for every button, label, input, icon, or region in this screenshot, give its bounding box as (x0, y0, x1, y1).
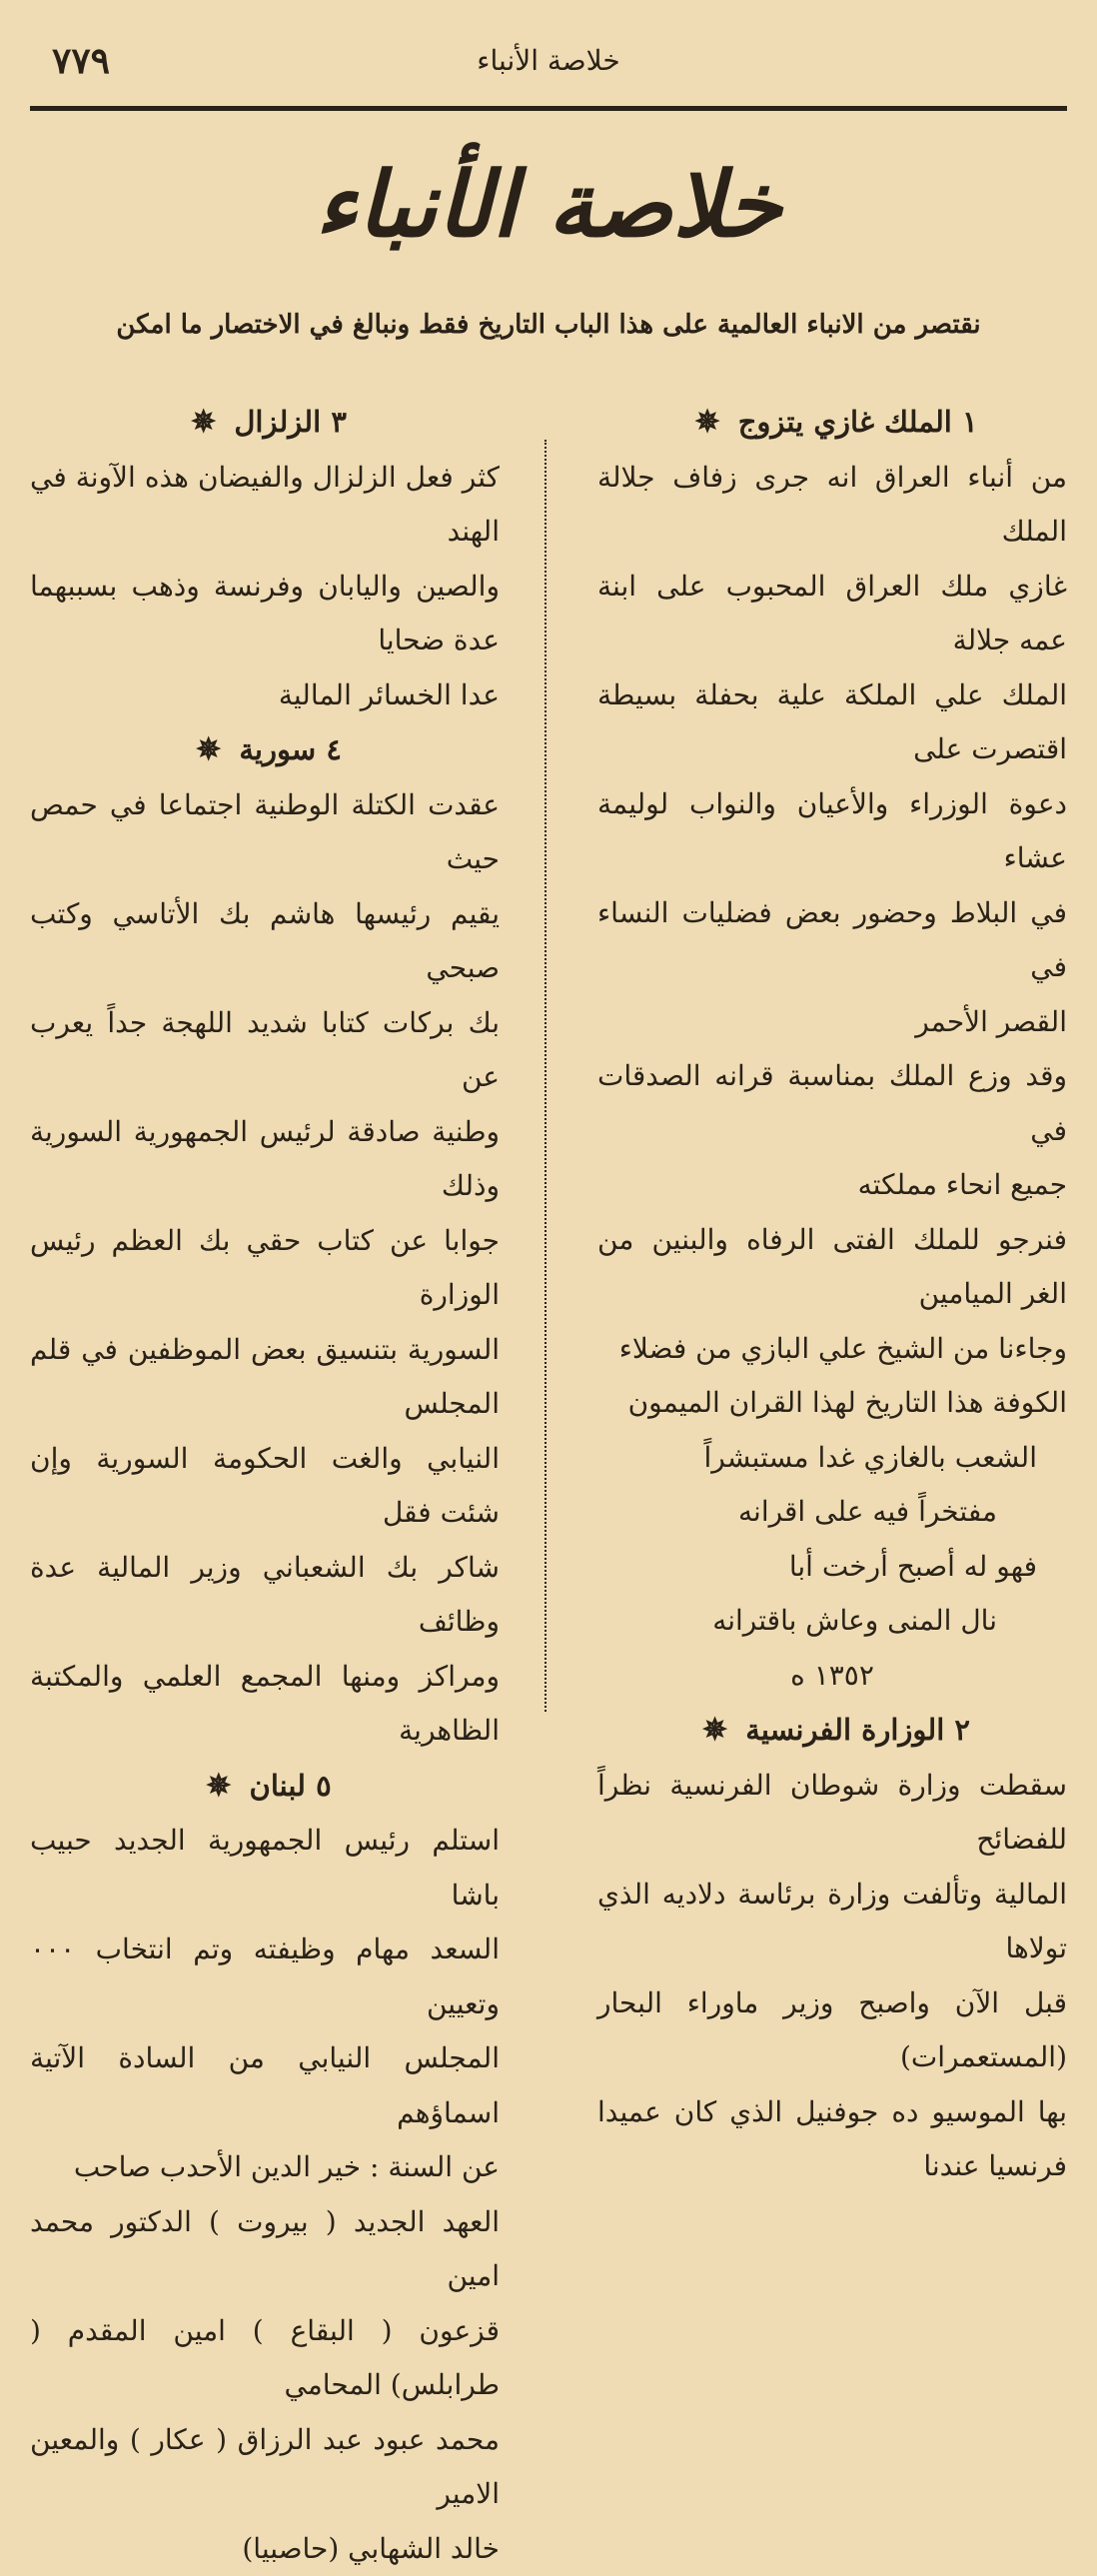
paragraph: في البلاط وحضور بعض فضليات النساء في (597, 886, 1067, 995)
paragraph: استلم رئيس الجمهورية الجديد حبيب باشا (30, 1814, 500, 1923)
paragraph: المجلس النيابي من السادة الآتية اسماؤهم (30, 2031, 500, 2140)
paragraph: فنرجو للملك الفتى الرفاه والبنين من الغر الميامين (597, 1213, 1067, 1322)
paragraph: قزعون ( البقاع ) امين المقدم ( طرابلس) المحامي (30, 2304, 500, 2413)
section-title: ٣ الزلزال (234, 405, 347, 439)
paragraph: ومراكز ومنها المجمع العلمي والمكتبة الظاهرية (30, 1650, 500, 1759)
verse-line: مفتخراً فيه على اقرانه (597, 1485, 1067, 1540)
paragraph: غازي ملك العراق المحبوب على ابنة عمه جلالة (597, 560, 1067, 668)
running-header (30, 38, 1067, 88)
paragraph: القصر الأحمر (597, 995, 1067, 1050)
paragraph: بها الموسيو ده جوفنيل الذي كان عميدا فرنسيا عندنا (597, 2085, 1067, 2194)
paragraph: شاكر بك الشعباني وزير المالية عدة وظائف (30, 1541, 500, 1650)
column-divider (545, 440, 547, 1712)
paragraph: بك بركات كتابا شديد اللهجة جداً يعرب عن (30, 996, 500, 1105)
star-icon: ✵ (198, 1769, 239, 1804)
paragraph: كثر فعل الزلزال والفيضان هذه الآونة في الهند (30, 451, 500, 560)
section-heading-earthquake (30, 395, 500, 451)
paragraph: وطنية صادقة لرئيس الجمهورية السورية وذلك (30, 1105, 500, 1214)
section-heading-france (597, 1703, 1067, 1759)
verse-line: نال المنى وعاش باقترانه (597, 1594, 1067, 1649)
paragraph: جوابا عن كتاب حقي بك العظم رئيس الوزارة (30, 1214, 500, 1323)
paragraph: قبل الآن واصبح وزير ماوراء البحار (المستعمرات) (597, 1976, 1067, 2085)
paragraph: وقد وزع الملك بمناسبة قرانه الصدقات في (597, 1049, 1067, 1158)
page-number: ٧٧٩ (52, 40, 110, 82)
paragraph: وجاءنا من الشيخ علي البازي من فضلاء (597, 1322, 1067, 1377)
verse-date: ١٣٥٢ ه (597, 1649, 1067, 1704)
paragraph: السعد مهام وظيفته وتم انتخاب ٠٠٠ وتعيين (30, 1923, 500, 2031)
paragraph: والصين واليابان وفرنسة وذهب بسببهما عدة ضحايا (30, 560, 500, 668)
paragraph: من أنباء العراق انه جرى زفاف جلالة الملك (597, 451, 1067, 560)
right-column (597, 395, 1067, 2194)
paragraph: المالية وتألفت وزارة برئاسة دلاديه الذي تولاها (597, 1868, 1067, 1976)
star-icon: ✵ (686, 405, 727, 440)
verse-line: فهو له أصبح أرخت أبا (597, 1540, 1067, 1595)
paragraph: محمد عبود عبد الرزاق ( عكار ) والمعين الامير (30, 2413, 500, 2522)
section-heading-lebanon (30, 1759, 500, 1815)
star-icon: ✵ (183, 405, 224, 440)
paragraph: العهد الجديد ( بيروت ) الدكتور محمد امين (30, 2195, 500, 2304)
paragraph: دعوة الوزراء والأعيان والنواب لوليمة عشاء (597, 777, 1067, 886)
section-title: ٥ لبنان (250, 1769, 332, 1803)
running-title: خلاصة الأنباء (30, 44, 1067, 77)
star-icon: ✵ (188, 732, 229, 767)
paragraph: الكوفة هذا التاريخ لهذا القران الميمون (597, 1376, 1067, 1431)
paragraph: النيابي والغت الحكومة السورية وإن شئت فقل (30, 1432, 500, 1541)
section-title: ٢ الوزارة الفرنسية (745, 1713, 970, 1747)
paragraph: السورية بتنسيق بعض الموظفين في قلم المجلس (30, 1323, 500, 1432)
paragraph: يقيم رئيسها هاشم بك الأتاسي وكتب صبحي (30, 887, 500, 996)
masthead-title: خلاصة الأنباء (0, 150, 1097, 260)
paragraph: سقطت وزارة شوطان الفرنسية نظراً للفضائح (597, 1759, 1067, 1868)
section-heading-syria (30, 722, 500, 778)
header-rule (30, 106, 1067, 111)
section-title: ٤ سورية (239, 732, 342, 766)
star-icon: ✵ (694, 1713, 735, 1748)
paragraph: خالد الشهابي (حاصبيا) (30, 2522, 500, 2576)
intro-line: نقتصر من الانباء العالمية على هذا الباب التاريخ فقط ونبالغ في الاختصار ما امكن (60, 310, 1037, 340)
verse-line: الشعب بالغازي غدا مستبشراً (597, 1431, 1067, 1486)
left-column (30, 395, 500, 2576)
section-title: ١ الملك غازي يتزوج (738, 405, 978, 439)
paragraph: الملك علي الملكة علية بحفلة بسيطة اقتصرت على (597, 668, 1067, 777)
paragraph: عن السنة : خير الدين الأحدب صاحب (30, 2140, 500, 2195)
section-heading-ghazi (597, 395, 1067, 451)
paragraph: عدا الخسائر المالية (30, 668, 500, 723)
paragraph: عقدت الكتلة الوطنية اجتماعا في حمص حيث (30, 778, 500, 887)
paragraph: جميع انحاء مملكته (597, 1158, 1067, 1213)
